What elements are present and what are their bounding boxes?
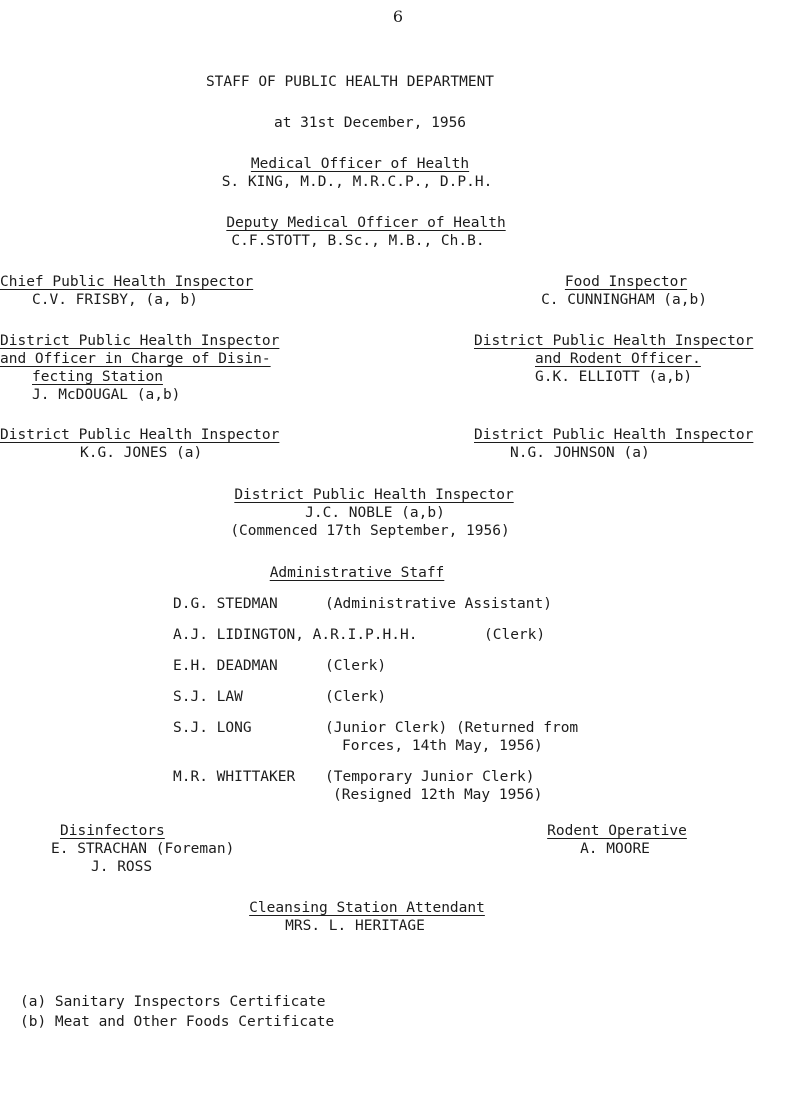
dphi-rodent-heading-1: District Public Health Inspector xyxy=(474,333,754,349)
moh-heading: Medical Officer of Health xyxy=(250,156,470,172)
dphi-johnson-heading: District Public Health Inspector xyxy=(474,427,754,443)
food-inspector-name: C. CUNNINGHAM (a,b) xyxy=(541,292,707,308)
dphi-jones-name: K.G. JONES (a) xyxy=(80,445,203,461)
admin-row-4-role: (Clerk) xyxy=(325,689,387,705)
date-line: at 31st December, 1956 xyxy=(273,115,467,131)
dphi-jones-heading: District Public Health Inspector xyxy=(0,427,280,443)
cleansing-name: MRS. L. HERITAGE xyxy=(285,918,425,934)
dphi-disinfecting-heading-2: and Officer in Charge of Disin- xyxy=(0,351,271,367)
dphi-noble-note: (Commenced 17th September, 1956) xyxy=(230,523,510,539)
dphi-disinfecting-heading-3: fecting Station xyxy=(32,369,163,385)
chief-phi-name: C.V. FRISBY, (a, b) xyxy=(32,292,198,308)
footnote-a: (a) Sanitary Inspectors Certificate xyxy=(20,994,326,1010)
food-inspector-heading: Food Inspector xyxy=(564,274,688,290)
admin-row-1-name: D.G. STEDMAN xyxy=(173,596,278,612)
admin-row-1-role: (Administrative Assistant) xyxy=(325,596,552,612)
rodent-operative-name: A. MOORE xyxy=(580,841,650,857)
admin-row-5-name: S.J. LONG xyxy=(173,720,252,736)
deputy-heading: Deputy Medical Officer of Health xyxy=(226,215,506,231)
admin-row-4-name: S.J. LAW xyxy=(173,689,243,705)
dphi-rodent-name: G.K. ELLIOTT (a,b) xyxy=(535,369,693,385)
dphi-noble-name: J.C. NOBLE (a,b) xyxy=(305,505,445,521)
admin-row-5-role-cont: Forces, 14th May, 1956) xyxy=(342,738,543,754)
footnote-b: (b) Meat and Other Foods Certificate xyxy=(20,1014,335,1030)
cleansing-heading: Cleansing Station Attendant xyxy=(249,900,485,916)
admin-row-5-role: (Junior Clerk) (Returned from xyxy=(325,720,579,736)
disinfector-name-2: J. ROSS xyxy=(91,859,153,875)
deputy-name: C.F.STOTT, B.Sc., M.B., Ch.B. xyxy=(231,233,485,249)
admin-row-6-name: M.R. WHITTAKER xyxy=(173,769,296,785)
admin-row-3-role: (Clerk) xyxy=(325,658,387,674)
dphi-disinfecting-heading-1: District Public Health Inspector xyxy=(0,333,280,349)
dphi-rodent-heading-2: and Rodent Officer. xyxy=(535,351,701,367)
moh-name: S. KING, M.D., M.R.C.P., D.P.H. xyxy=(221,174,493,190)
page-title: STAFF OF PUBLIC HEALTH DEPARTMENT xyxy=(205,74,495,90)
admin-row-2-role: (Clerk) xyxy=(484,627,546,643)
admin-row-3-name: E.H. DEADMAN xyxy=(173,658,278,674)
admin-row-6-role-cont: (Resigned 12th May 1956) xyxy=(333,787,543,803)
disinfectors-heading: Disinfectors xyxy=(60,823,165,839)
admin-row-2-name: A.J. LIDINGTON, A.R.I.P.H.H. xyxy=(173,627,418,643)
admin-row-6-role: (Temporary Junior Clerk) xyxy=(325,769,535,785)
chief-phi-heading: Chief Public Health Inspector xyxy=(0,274,254,290)
rodent-operative-heading: Rodent Operative xyxy=(547,823,687,839)
page-number: 6 xyxy=(392,7,404,26)
dphi-noble-heading: District Public Health Inspector xyxy=(234,487,514,503)
disinfector-name-1: E. STRACHAN (Foreman) xyxy=(51,841,235,857)
dphi-johnson-name: N.G. JOHNSON (a) xyxy=(510,445,650,461)
dphi-disinfecting-name: J. McDOUGAL (a,b) xyxy=(32,387,181,403)
admin-heading: Administrative Staff xyxy=(269,565,445,581)
